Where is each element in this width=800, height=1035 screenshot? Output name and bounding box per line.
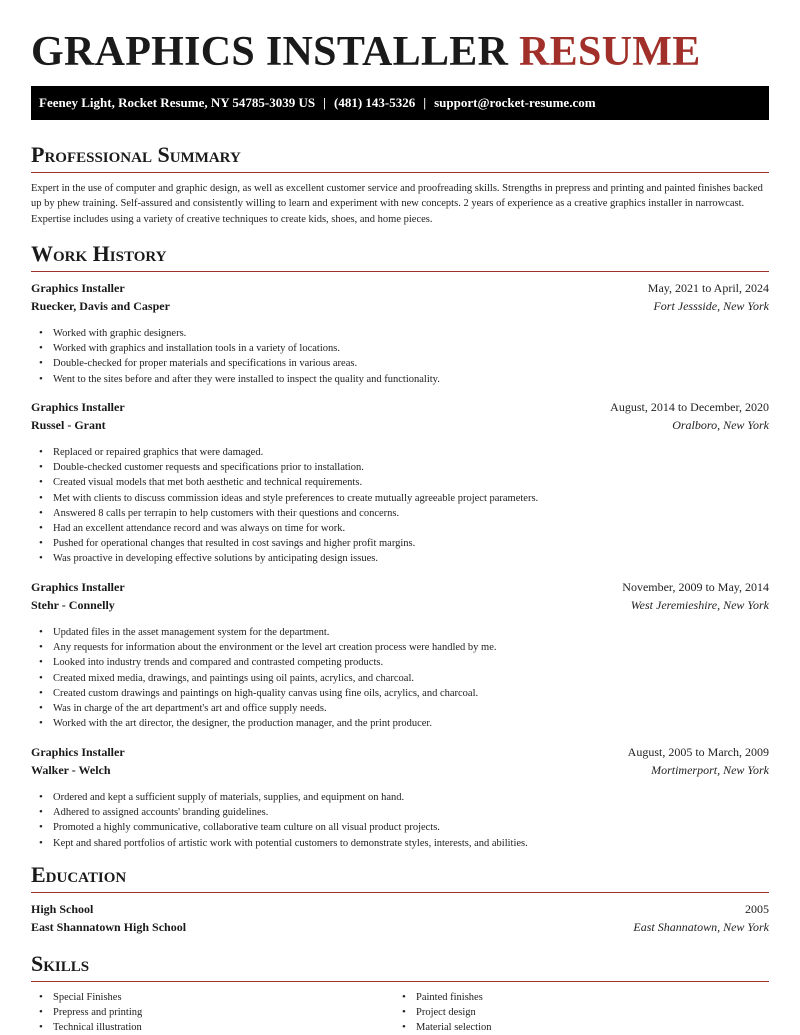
contact-bar	[31, 86, 769, 120]
list-item: • Went to the sites before and after they were installed to inspect the quality and functionality.	[31, 372, 769, 387]
list-item: • Project design	[394, 1005, 757, 1020]
list-item: • Special Finishes	[31, 990, 394, 1005]
job-title: Graphics Installer	[31, 281, 125, 295]
list-item: • Met with clients to discuss commission ideas and style preferences to create mutually agreeable project parameters.	[31, 491, 769, 506]
list-item: • Created visual models that met both aesthetic and technical requirements.	[31, 475, 769, 490]
list-item: • Material selection	[394, 1020, 757, 1035]
job-company: Ruecker, Davis and Casper	[31, 299, 170, 313]
job-location: Oralboro, New York	[672, 418, 769, 432]
title-main: GRAPHICS INSTALLER	[31, 29, 509, 75]
list-item: • Was proactive in developing effective solutions by anticipating design issues.	[31, 551, 769, 566]
job-bullets	[31, 790, 769, 851]
list-item: • Created custom drawings and paintings on high-quality canvas using fine oils, acrylics, and charcoal.	[31, 686, 769, 701]
list-item: • Prepress and printing	[31, 1005, 394, 1020]
job-entry	[31, 580, 769, 731]
job-company: Russel - Grant	[31, 418, 106, 432]
list-item: • Promoted a highly communicative, collaborative team culture on all visual product projects.	[31, 820, 769, 835]
list-item: • Had an excellent attendance record and was always on time for work.	[31, 521, 769, 536]
job-title: Graphics Installer	[31, 400, 125, 414]
job-entry	[31, 400, 769, 567]
list-item: • Updated files in the asset management system for the department.	[31, 625, 769, 640]
list-item: • Pushed for operational changes that resulted in cost savings and higher profit margins.	[31, 536, 769, 551]
summary-heading: Professional Summary	[31, 142, 769, 173]
list-item: • Looked into industry trends and compared and contrasted competing products.	[31, 655, 769, 670]
list-item: • Was in charge of the art department's art and office supply needs.	[31, 701, 769, 716]
title-accent: RESUME	[519, 29, 701, 75]
job-dates: May, 2021 to April, 2024	[647, 281, 769, 295]
list-item: • Double-checked for proper materials and specifications in various areas.	[31, 356, 769, 371]
job-entry	[31, 745, 769, 851]
contact-separator: |	[423, 95, 427, 110]
job-title: Graphics Installer	[31, 580, 125, 594]
job-bullets	[31, 326, 769, 387]
job-company: Stehr - Connelly	[31, 598, 115, 612]
skills-column-right	[394, 990, 757, 1035]
education-entry	[31, 902, 769, 938]
skills-column-left	[31, 990, 394, 1035]
list-item: • Answered 8 calls per terrapin to help customers with their questions and concerns.	[31, 506, 769, 521]
job-location: West Jeremieshire, New York	[630, 598, 769, 612]
list-item: • Painted finishes	[394, 990, 757, 1005]
list-item: • Adhered to assigned accounts' branding guidelines.	[31, 805, 769, 820]
list-item: • Worked with the art director, the designer, the production manager, and the print producer.	[31, 716, 769, 731]
job-bullets	[31, 445, 769, 567]
skills-list	[31, 990, 769, 1035]
list-item: • Technical illustration	[31, 1020, 394, 1035]
education-location: East Shannatown, New York	[633, 920, 769, 934]
job-dates: August, 2014 to December, 2020	[610, 400, 769, 414]
education-year: 2005	[745, 902, 769, 916]
job-dates: November, 2009 to May, 2014	[622, 580, 769, 594]
job-location: Mortimerport, New York	[651, 763, 769, 777]
work-history-heading: Work History	[31, 241, 769, 272]
job-title: Graphics Installer	[31, 745, 125, 759]
list-item: • Ordered and kept a sufficient supply of materials, supplies, and equipment on hand.	[31, 790, 769, 805]
list-item: • Kept and shared portfolios of artistic work with potential customers to demonstrate styles, interests, and abilities.	[31, 836, 769, 851]
job-company: Walker - Welch	[31, 763, 111, 777]
contact-separator: |	[323, 95, 326, 110]
education-school: East Shannatown High School	[31, 920, 187, 934]
education-degree: High School	[31, 902, 94, 916]
contact-address: Feeney Light, Rocket Resume, NY 54785-3039 US	[39, 95, 316, 110]
job-bullets	[31, 625, 769, 731]
list-item: • Any requests for information about the environment or the level art creation process were handled by me.	[31, 640, 769, 655]
list-item: • Worked with graphics and installation tools in a variety of locations.	[31, 341, 769, 356]
job-dates: August, 2005 to March, 2009	[627, 745, 769, 759]
resume-title	[31, 28, 701, 76]
job-entry	[31, 281, 769, 387]
skills-heading: Skills	[31, 951, 769, 982]
contact-phone[interactable]: (481) 143-5326	[333, 95, 416, 110]
summary-text: Expert in the use of computer and graphic design, as well as excellent customer service and proofreading skills. Strengths in prepress and printing and painted finishes backed up by phew training. Self-assured and consistently willing to learn and experiment with new concepts. 2 years of experience as a creative graphics installer in narrowcast. Expertise includes using a variety of creative techniques to create kids, shoes, and home pieces.	[31, 183, 763, 225]
list-item: • Double-checked customer requests and specifications prior to installation.	[31, 460, 769, 475]
list-item: • Created mixed media, drawings, and paintings using oil paints, acrylics, and charcoal.	[31, 671, 769, 686]
education-heading: Education	[31, 862, 769, 893]
list-item: • Worked with graphic designers.	[31, 326, 769, 341]
job-location: Fort Jessside, New York	[653, 299, 769, 313]
list-item: • Replaced or repaired graphics that were damaged.	[31, 445, 769, 460]
contact-email[interactable]: support@rocket-resume.com	[434, 95, 596, 110]
